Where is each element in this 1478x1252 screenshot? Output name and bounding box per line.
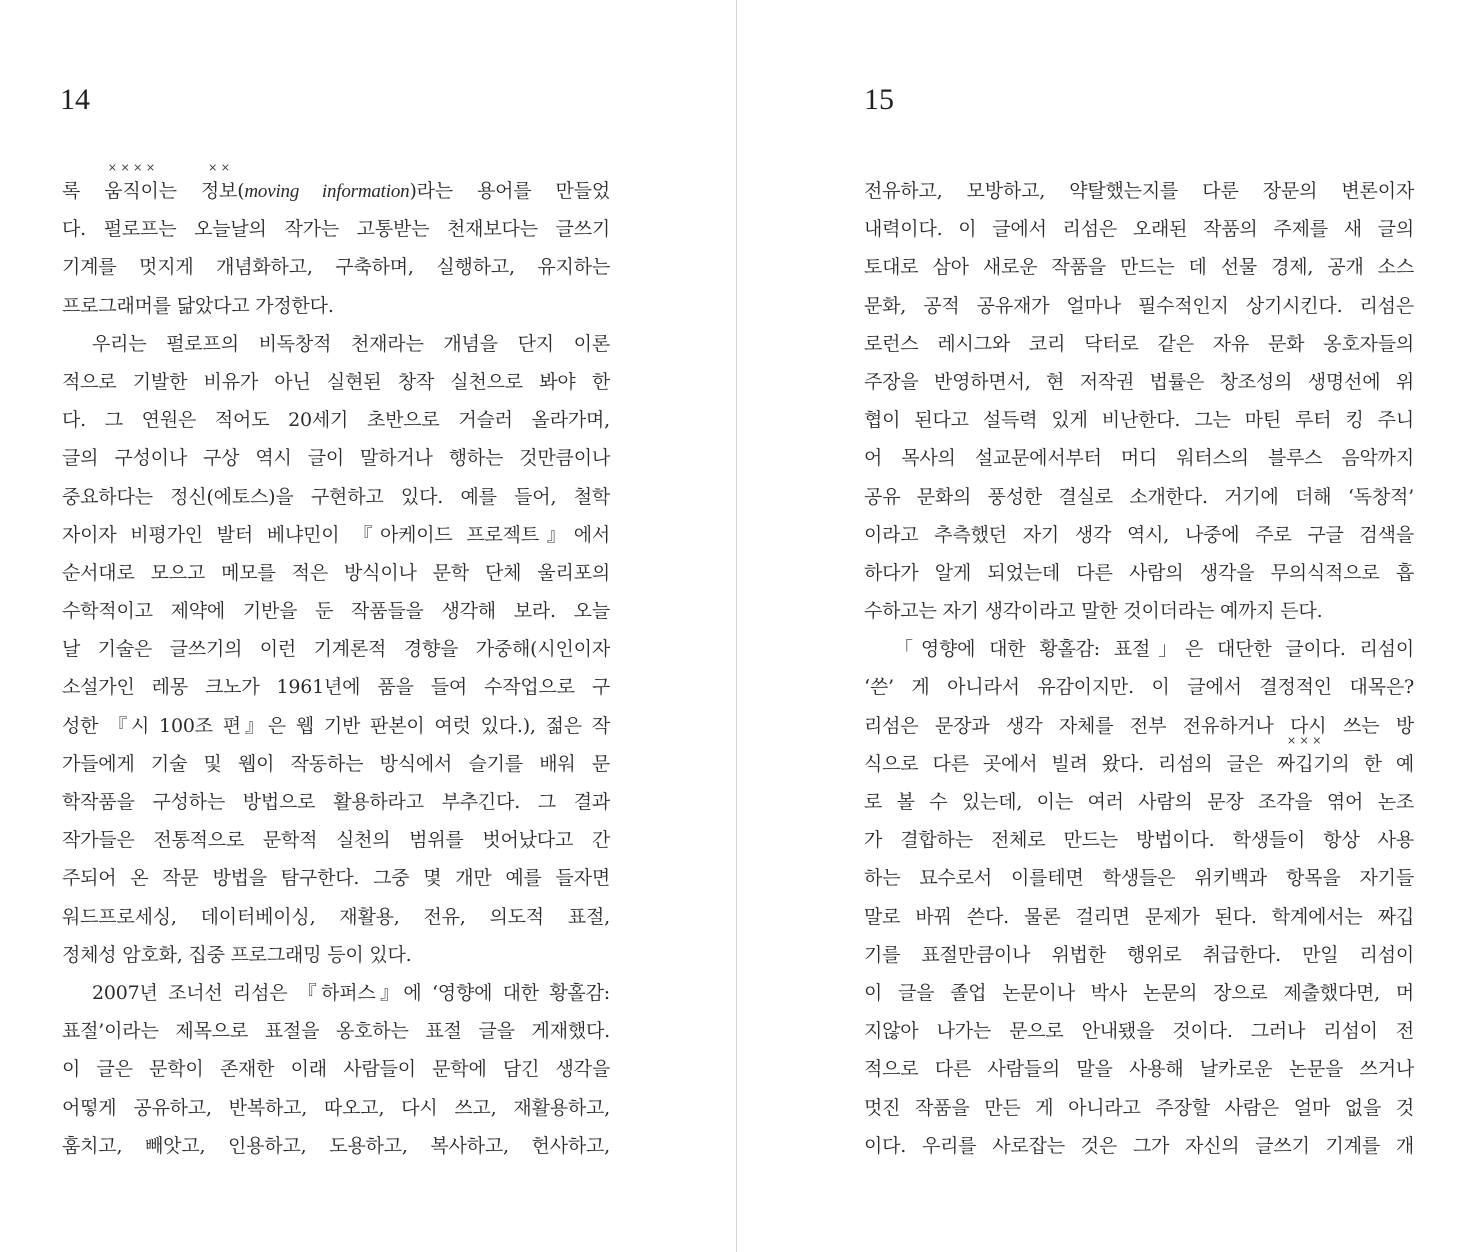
left-page-text (62, 161, 610, 1165)
text-line: 표절’이라는 제목으로 표절을 옹호하는 표절 글을 게재했다. (62, 1020, 610, 1043)
paragraph-end-line: 수하고는 자기 생각이라고 말한 것이더라는 예까지 든다. (864, 600, 1323, 623)
text-line: 다. 펄로프는 오늘날의 작가는 고통받는 천재보다는 글쓰기 (62, 218, 610, 241)
text-line: 이 글은 문학이 존재한 이래 사람들이 문학에 담긴 생각을 (62, 1058, 610, 1081)
text-line: 날 기술은 글쓰기의 이런 기계론적 경향을 가중해(시인이자 (62, 638, 610, 661)
text-line: 학작품을 구성하는 방법으로 활용하라고 부추긴다. 그 결과 (62, 791, 610, 813)
page-gutter-divider (736, 0, 737, 1252)
text-line: 순서대로 모으고 메모를 적은 방식이나 문학 단체 울리포의 (62, 561, 610, 584)
paragraph-end-line: 프로그래머를 닮았다고 가정한다. (62, 294, 334, 317)
text-line: 리섬은 문장과 생각 자체를 전부 전유하거나 다시 쓰는 방 (864, 714, 1414, 737)
text-line: 말로 바꿔 쓴다. 물론 걸리면 문제가 된다. 학계에서는 짜깁 (864, 905, 1414, 928)
paragraph-start-line: 「영향에 대한 황홀감: 표절」은 대단한 글이다. 리섬이 (894, 638, 1414, 661)
emphasis-dots: × × × × (107, 161, 156, 174)
text-line: 어떻게 공유하고, 반복하고, 따오고, 다시 쓰고, 재활용하고, (62, 1096, 610, 1119)
text-line: 멋진 작품을 만든 게 아니라고 주장할 사람은 얼마 없을 것 (864, 1096, 1414, 1119)
italic-term: moving information (244, 181, 410, 202)
text-line: 협이 된다고 설득력 있게 비난한다. 그는 마틴 루터 킹 주니 (864, 409, 1414, 432)
text-line: 어 목사의 설교문에서부터 머디 워터스의 블루스 음악까지 (864, 447, 1414, 470)
text-line: 작가들은 전통적으로 문학적 실천의 범위를 벗어났다고 간 (62, 829, 610, 852)
text-line: 소설가인 레몽 크노가 1961년에 품을 들여 수작업으로 구 (62, 676, 610, 699)
text-line: 가 결합하는 전체로 만드는 방법이다. 학생들이 항상 사용 (864, 829, 1414, 852)
text-line: ‘쓴’ 게 아니라서 유감이지만. 이 글에서 결정적인 대목은? (864, 676, 1414, 699)
text-line: 가들에게 기술 및 웹이 작동하는 방식에서 슬기를 배워 문 (62, 752, 610, 775)
emphasis-word: × × × 짜깁기 (1276, 733, 1332, 775)
text-line: 공유 문화의 풍성한 결실로 소개한다. 거기에 더해 ‘독창적’ (864, 485, 1414, 508)
text-line: 식으로 다른 곳에서 빌려 왔다. 리섬의 글은 × × × 짜깁기의 한 예 (864, 733, 1414, 775)
text-line: 성한 『시 100조 편』은 웹 기반 판본이 여럿 있다.), 젊은 작 (62, 714, 610, 737)
emphasis-word: × × 정보 (200, 161, 238, 202)
right-page (738, 0, 1478, 1252)
emphasis-dots: × × (208, 161, 230, 174)
text-line: 훔치고, 빼앗고, 인용하고, 도용하고, 복사하고, 헌사하고, (62, 1134, 610, 1157)
paragraph-start-line: 우리는 펄로프의 비독창적 천재라는 개념을 단지 이론 (92, 332, 610, 355)
emphasis-word: × × × × 움직이 (104, 161, 159, 202)
text-line: 로런스 레시그와 코리 닥터로 같은 자유 문화 옹호자들의 (864, 332, 1414, 355)
right-page-text (864, 172, 1414, 1165)
paragraph-start-line: 2007년 조너선 리섬은 『하퍼스』에 ‘영향에 대한 황홀감: (92, 981, 610, 1004)
text-line: 적으로 다른 사람들의 말을 사용해 날카로운 논문을 쓰거나 (864, 1058, 1414, 1081)
text-line: 워드프로세싱, 데이터베이싱, 재활용, 전유, 의도적 표절, (62, 905, 610, 928)
emphasis-dots: × × × (1286, 733, 1322, 747)
text-line: 글의 구성이나 구상 역시 글이 말하거나 행하는 것만큼이나 (62, 447, 610, 470)
text-line: 이 글을 졸업 논문이나 박사 논문의 장으로 제출했다면, 머 (864, 981, 1414, 1004)
text-line: 중요하다는 정신(에토스)을 구현하고 있다. 예를 들어, 철학 (62, 485, 610, 508)
text-line: 문화, 공적 공유재가 얼마나 필수적인지 상기시킨다. 리섬은 (864, 294, 1414, 317)
page-number-right: 15 (864, 83, 894, 116)
text-line: 이라고 추측했던 자기 생각 역시, 나중에 주로 구글 검색을 (864, 523, 1414, 546)
paragraph-end-line: 정체성 암호화, 집중 프로그래밍 등이 있다. (62, 943, 412, 966)
page-number-left: 14 (60, 83, 90, 116)
text-line: 자이자 비평가인 발터 베냐민이 『아케이드 프로젝트』에서 (62, 523, 610, 546)
text-line: 록 × × × × 움직이는 × × 정보(moving information)라는 용어를 만들었 (62, 161, 610, 202)
text-line: 주되어 온 작문 방법을 탐구한다. 그중 몇 개만 예를 들자면 (62, 867, 610, 890)
text-line: 이다. 우리를 사로잡는 것은 그가 자신의 글쓰기 기계를 개 (864, 1134, 1414, 1157)
text-line: 하는 묘수로서 이를테면 학생들은 위키백과 항목을 자기들 (864, 867, 1414, 890)
text-line: 주장을 반영하면서, 현 저작권 법률은 창조성의 생명선에 위 (864, 370, 1414, 393)
text-line: 지않아 나가는 문으로 안내됐을 것이다. 그러나 리섬이 전 (864, 1020, 1414, 1043)
text-line: 하다가 알게 되었는데 다른 사람의 생각을 무의식적으로 흡 (864, 561, 1414, 584)
text-line: 기계를 멋지게 개념화하고, 구축하며, 실행하고, 유지하는 (62, 256, 610, 279)
text-line: 다. 그 연원은 적어도 20세기 초반으로 거슬러 올라가며, (62, 409, 610, 432)
left-page (0, 0, 736, 1252)
text-line: 내력이다. 이 글에서 리섬은 오래된 작품의 주제를 새 글의 (864, 218, 1414, 241)
text-line: 전유하고, 모방하고, 약탈했는지를 다룬 장문의 변론이자 (864, 180, 1414, 202)
text-line: 기를 표절만큼이나 위법한 행위로 취급한다. 만일 리섬이 (864, 943, 1414, 966)
text-line: 토대로 삼아 새로운 작품을 만드는 데 선물 경제, 공개 소스 (864, 256, 1414, 279)
text-line: 적으로 기발한 비유가 아닌 실현된 창작 실천으로 봐야 한 (62, 370, 610, 393)
text-line: 수학적이고 제약에 기반을 둔 작품들을 생각해 보라. 오늘 (62, 600, 610, 623)
text-line: 로 볼 수 있는데, 이는 여러 사람의 문장 조각을 엮어 논조 (864, 791, 1414, 813)
